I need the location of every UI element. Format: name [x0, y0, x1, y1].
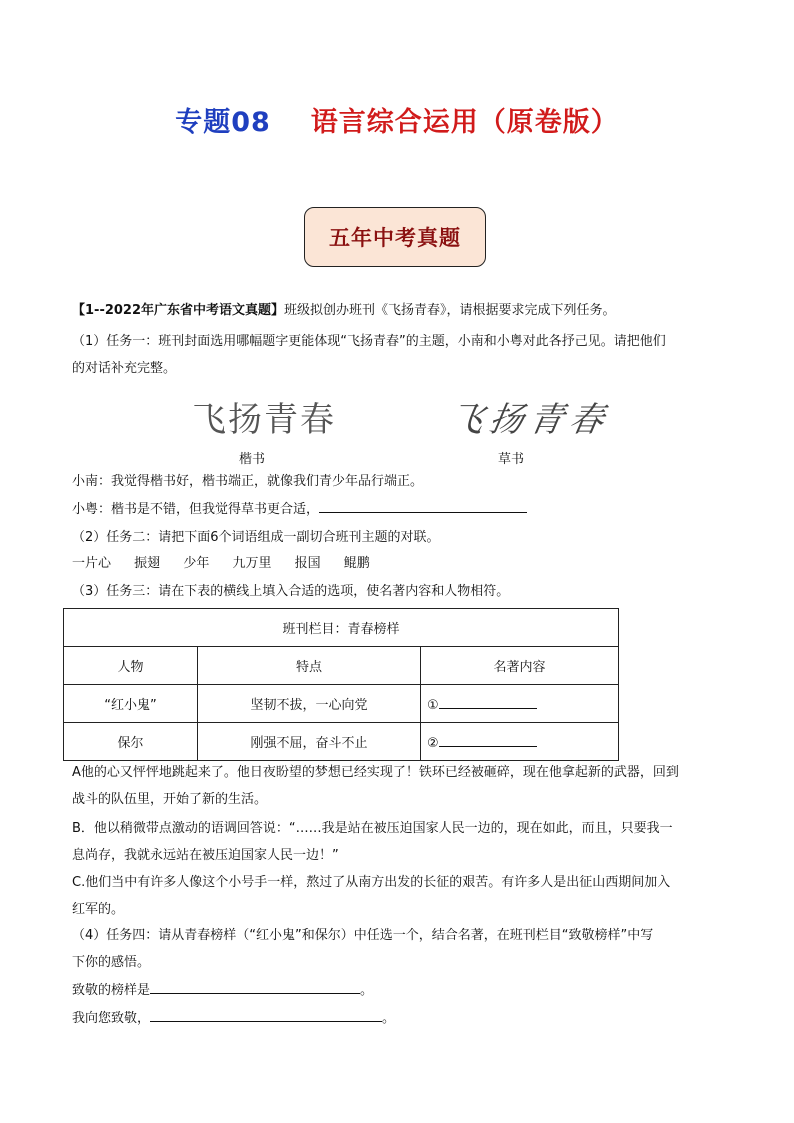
- table-cell-book: [421, 685, 619, 723]
- table-header-book: 名著内容: [421, 647, 619, 685]
- task4-line1: （4）任务四：请从青春榜样（“红小鬼”和保尔）中任选一个，结合名著，在班刊栏目“致敬榜样”中写: [72, 928, 654, 943]
- answer-blank-role-model[interactable]: [150, 979, 360, 994]
- table-header-person: 人物: [64, 647, 198, 685]
- calligraphy-caoshu: 飞扬青春: [445, 400, 613, 440]
- title-topic-name: 语言综合运用: [310, 107, 479, 138]
- option-a-line1: A他的心又怦怦地跳起来了。他日夜盼望的梦想已经实现了！铁环已经被砸碎，现在他拿起新的武器，回到: [72, 765, 679, 780]
- table-header-trait: 特点: [198, 647, 421, 685]
- table-cell-person: 保尔: [64, 723, 198, 761]
- circled-number: ②: [427, 736, 439, 751]
- dialogue-xiaoyue-text: 小粤：楷书是不错，但我觉得草书更合适，: [72, 502, 320, 517]
- fill-line-2: [72, 1005, 726, 1032]
- task1-line2: 的对话补充完整。: [72, 361, 177, 376]
- word-item: 鲲鹏: [343, 556, 370, 571]
- caption-kaishu: 楷书: [239, 452, 266, 467]
- fill-line-1: [72, 977, 726, 1004]
- question-source: 【1--2022年广东省中考语文真题】: [72, 303, 285, 318]
- option-a-line2: 战斗的队伍里，开始了新的生活。: [72, 792, 268, 807]
- table-row: [64, 723, 619, 761]
- table-cell-person: “红小鬼”: [64, 685, 198, 723]
- calligraphy-kaishu: 飞扬青春: [192, 400, 336, 440]
- option-c-line2: 红军的。: [72, 902, 125, 917]
- calligraphy-samples: [0, 392, 794, 442]
- table-row: [64, 685, 619, 723]
- word-item: 九万里: [232, 556, 272, 571]
- option-b-line2: 息尚存，我就永远站在被压迫国家人民一边！”: [72, 848, 339, 863]
- section-label: 五年中考真题: [304, 207, 486, 267]
- answer-blank-task1[interactable]: [319, 498, 527, 513]
- table-cell-trait: 刚强不屈，奋斗不止: [198, 723, 421, 761]
- circled-number: ①: [427, 698, 439, 713]
- fill2-label: 我向您致敬，: [72, 1011, 151, 1026]
- title-topic-number: 专题08: [175, 107, 271, 138]
- word-item: 少年: [183, 556, 210, 571]
- fill1-label: 致敬的榜样是: [72, 983, 151, 998]
- option-b-line1: B．他以稍微带点激动的语调回答说：“……我是站在被压迫国家人民一边的，现在如此，而且，只要我一: [72, 821, 673, 836]
- word-item: 一片心: [72, 556, 112, 571]
- question-intro: [72, 297, 726, 324]
- dialogue-xiaonan: 小南：我觉得楷书好，楷书端正，就像我们青少年品行端正。: [72, 474, 424, 489]
- option-c-line1: C.他们当中有许多人像这个小号手一样，熬过了从南方出发的长征的艰苦。有许多人是出征山西期间加入: [72, 875, 671, 890]
- fill2-end: 。: [382, 1011, 396, 1026]
- word-item: 振翅: [134, 556, 161, 571]
- task4-line2: 下你的感悟。: [72, 955, 151, 970]
- word-item: 报国: [294, 556, 321, 571]
- answer-blank-1[interactable]: [439, 694, 537, 709]
- dialogue-xiaoyue: [72, 496, 726, 523]
- fill1-end: 。: [360, 983, 374, 998]
- question-intro-text: 班级拟创办班刊《飞扬青春》，请根据要求完成下列任务。: [284, 303, 616, 318]
- word-list: [72, 553, 389, 575]
- page-title: [0, 100, 794, 139]
- table-caption: 班刊栏目：青春榜样: [64, 609, 619, 647]
- role-model-table: [63, 608, 619, 761]
- task3-text: （3）任务三：请在下表的横线上填入合适的选项，使名著内容和人物相符。: [72, 584, 510, 599]
- task1-line1: （1）任务一：班刊封面选用哪幅题字更能体现“飞扬青春”的主题，小南和小粤对此各抒己见。请把他们: [72, 334, 666, 349]
- table-cell-book: [421, 723, 619, 761]
- task2-text: （2）任务二：请把下面6个词语组成一副切合班刊主题的对联。: [72, 530, 440, 545]
- answer-blank-tribute[interactable]: [150, 1007, 382, 1022]
- answer-blank-2[interactable]: [439, 732, 537, 747]
- title-version: （原卷版）: [478, 107, 619, 138]
- caption-caoshu: 草书: [498, 452, 525, 467]
- table-cell-trait: 坚韧不拔，一心向党: [198, 685, 421, 723]
